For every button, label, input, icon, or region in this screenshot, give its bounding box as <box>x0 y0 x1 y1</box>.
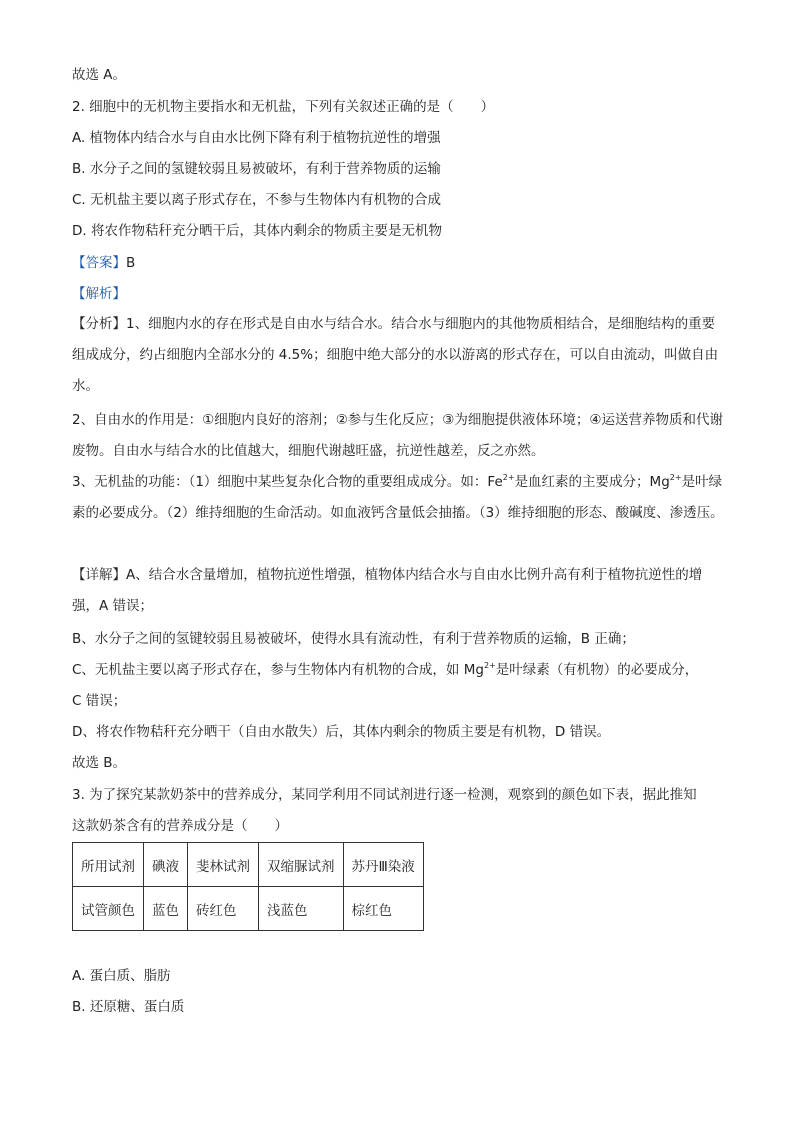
question-3-option-b: B. 还原糖、蛋白质 <box>72 999 185 1015</box>
detail-paragraph-a <box>72 560 724 622</box>
table-cell: 蓝色 <box>144 887 188 931</box>
table-cell: 棕红色 <box>343 887 423 931</box>
analysis-paragraph-1 <box>72 309 724 402</box>
table-cell: 浅蓝色 <box>259 887 344 931</box>
answer-line <box>72 254 135 272</box>
analysis-p3-part1: 3、无机盐的功能：（1）细胞中某些复杂化合物的重要组成成分。如：Fe <box>72 474 503 490</box>
detail-c-part2: 是叶绿素（有机物）的必要成分， <box>495 662 699 678</box>
table-cell: 碘液 <box>144 843 188 887</box>
question-3-option-a: A. 蛋白质、脂肪 <box>72 968 171 984</box>
table-row <box>73 843 424 887</box>
question-3-stem-line-2: 这款奶茶含有的营养成分是（ ） <box>72 818 288 834</box>
reagent-table <box>72 842 424 931</box>
detail-line-c <box>72 661 698 679</box>
table-cell: 试管颜色 <box>73 887 144 931</box>
conclusion-text: 故选 B。 <box>72 755 127 771</box>
answer-value: B <box>126 255 136 271</box>
question-2-option-d: D. 将农作物秸秆充分晒干后，其体内剩余的物质主要是无机物 <box>72 223 442 239</box>
detail-tag: 【详解】 <box>72 567 126 583</box>
table-cell: 苏丹Ⅲ染液 <box>343 843 423 887</box>
intro-text: 故选 A。 <box>72 67 127 83</box>
mg-charge-detail: 2+ <box>483 661 496 670</box>
mg-charge: 2+ <box>669 473 682 482</box>
question-2-stem: 2. 细胞中的无机物主要指水和无机盐，下列有关叙述正确的是（ ） <box>72 99 495 115</box>
analysis-tag-fenxi: 【分析】 <box>72 316 126 332</box>
detail-a-text: A、结合水含量增加，植物抗逆性增强，植物体内结合水与自由水比例升高有利于植物抗逆性的增强，A 错误； <box>72 567 703 614</box>
analysis-p3-part2: 是血红素的主要成分；Mg <box>514 474 670 490</box>
table-cell: 斐林试剂 <box>188 843 259 887</box>
analysis-paragraph-3 <box>72 467 724 529</box>
analysis-p1-text: 1、细胞内水的存在形式是自由水与结合水。结合水与细胞内的其他物质相结合，是细胞结构的重要组成成分，约占细胞内全部水分的 4.5%；细胞中绝大部分的水以游离的形式存在，可以自由流动，叫做自由水。 <box>72 316 719 394</box>
question-3-stem-line-1: 3. 为了探究某款奶茶中的营养成分，某同学利用不同试剂进行逐一检测，观察到的颜色如下表，据此推知 <box>72 787 697 803</box>
table-cell: 双缩脲试剂 <box>259 843 344 887</box>
analysis-paragraph-2: 2、自由水的作用是：①细胞内良好的溶剂；②参与生化反应；③为细胞提供液体环境；④运送营养物质和代谢废物。自由水与结合水的比值越大，细胞代谢越旺盛，抗逆性越差，反之亦然。 <box>72 412 723 459</box>
detail-c-part1: C、无机盐主要以离子形式存在，参与生物体内有机物的合成，如 Mg <box>72 662 484 678</box>
answer-tag: 【答案】 <box>72 255 126 271</box>
analysis-p3-part3: 是叶绿素的必要成分。（2）维持细胞的生命活动。如血液钙含量低会抽搐。（3）维持细胞的形态、酸碱度、渗透压。 <box>72 474 724 521</box>
table-row <box>73 887 424 931</box>
fe-charge: 2+ <box>502 473 515 482</box>
detail-line-d: D、将农作物秸秆充分晒干（自由水散失）后，其体内剩余的物质主要是有机物，D 错误。 <box>72 724 611 740</box>
table-cell: 砖红色 <box>188 887 259 931</box>
analysis-tag: 【解析】 <box>72 286 126 302</box>
table-cell: 所用试剂 <box>73 843 144 887</box>
question-2-option-b: B. 水分子之间的氢键较弱且易被破坏，有利于营养物质的运输 <box>72 161 441 177</box>
detail-line-b: B、水分子之间的氢键较弱且易被破坏，使得水具有流动性，有利于营养物质的运输，B 正确； <box>72 631 635 647</box>
detail-line-c-cont: C 错误； <box>72 693 127 709</box>
question-2-option-c: C. 无机盐主要以离子形式存在，不参与生物体内有机物的合成 <box>72 192 442 208</box>
question-2-option-a: A. 植物体内结合水与自由水比例下降有利于植物抗逆性的增强 <box>72 130 441 146</box>
